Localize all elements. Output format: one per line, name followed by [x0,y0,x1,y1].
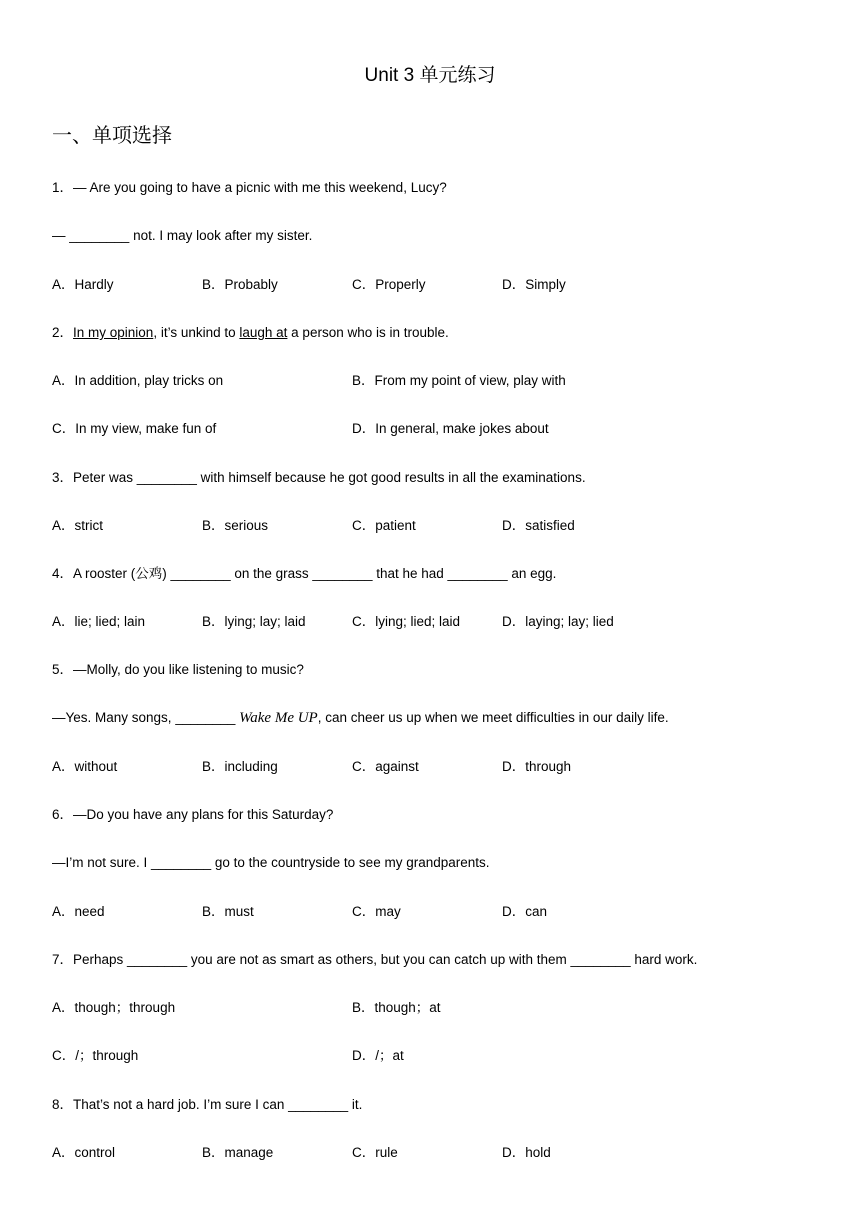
question-6-option-c[interactable]: C．may [352,904,401,919]
question-2-option-a[interactable]: A．In addition, play tricks on [52,373,224,388]
page-title: Unit 3 单元练习 [364,65,496,86]
question-1-option-b[interactable]: B．Probably [202,277,278,292]
underlined-phrase: In my opinion [73,325,154,340]
question-4-option-a[interactable]: A．lie; lied; lain [52,614,146,629]
song-title: Wake Me UP [239,710,318,726]
question-7-option-a[interactable]: A．though；through [52,1000,176,1015]
question-1-stem: 1．— Are you going to have a picnic with me this weekend, Lucy? [52,180,447,195]
question-8-option-a[interactable]: A．control [52,1145,116,1160]
question-3-option-b[interactable]: B．serious [202,518,269,533]
question-1-option-c[interactable]: C．Properly [352,277,426,292]
question-3-option-c[interactable]: C．patient [352,518,416,533]
question-8-option-b[interactable]: B．manage [202,1145,274,1160]
question-5-option-c[interactable]: C．against [352,759,419,774]
question-5-stem: 5．—Molly, do you like listening to music? [52,662,304,677]
question-5-option-d[interactable]: D．through [502,759,572,774]
question-2-option-c[interactable]: C．In my view, make fun of [52,421,217,436]
question-5-option-b[interactable]: B．including [202,759,278,774]
question-4-option-c[interactable]: C．lying; lied; laid [352,614,461,629]
question-2-stem: 2．In my opinion, it’s unkind to laugh at a person who is in trouble. [52,325,449,340]
question-3-stem: 3．Peter was ________ with himself because he got good results in all the examinations. [52,470,586,485]
question-5-option-a[interactable]: A．without [52,759,118,774]
question-8-option-d[interactable]: D．hold [502,1145,551,1160]
question-1-response: — ________ not. I may look after my sister. [52,228,313,243]
question-8-option-c[interactable]: C．rule [352,1145,398,1160]
question-8-stem: 8．That’s not a hard job. I’m sure I can ________ it. [52,1097,363,1112]
question-7-option-d[interactable]: D．/；at [352,1048,404,1063]
question-6-option-a[interactable]: A．need [52,904,105,919]
question-4-stem: 4．A rooster (公鸡) ________ on the grass ________ that he had ________ an egg. [52,566,557,581]
question-4-option-b[interactable]: B．lying; lay; laid [202,614,306,629]
underlined-phrase: laugh at [239,325,288,340]
question-7-option-b[interactable]: B．though；at [352,1000,441,1015]
question-6-option-b[interactable]: B．must [202,904,254,919]
question-1-option-a[interactable]: A．Hardly [52,277,114,292]
question-7-option-c[interactable]: C．/；through [52,1048,139,1063]
question-6-response: —I’m not sure. I ________ go to the countryside to see my grandparents. [52,855,490,870]
section-heading: 一、单项选择 [52,123,172,147]
question-1-option-d[interactable]: D．Simply [502,277,566,292]
question-6-stem: 6．—Do you have any plans for this Saturday? [52,807,334,822]
question-3-option-a[interactable]: A．strict [52,518,104,533]
question-5-response: —Yes. Many songs, ________ Wake Me UP, can cheer us up when we meet difficulties in our daily life. [52,710,669,726]
question-3-option-d[interactable]: D．satisfied [502,518,575,533]
question-7-stem: 7．Perhaps ________ you are not as smart as others, but you can catch up with them ________ hard work. [52,952,698,967]
question-2-option-d[interactable]: D．In general, make jokes about [352,421,549,436]
question-2-option-b[interactable]: B．From my point of view, play with [352,373,566,388]
question-4-option-d[interactable]: D．laying; lay; lied [502,614,614,629]
question-6-option-d[interactable]: D．can [502,904,548,919]
